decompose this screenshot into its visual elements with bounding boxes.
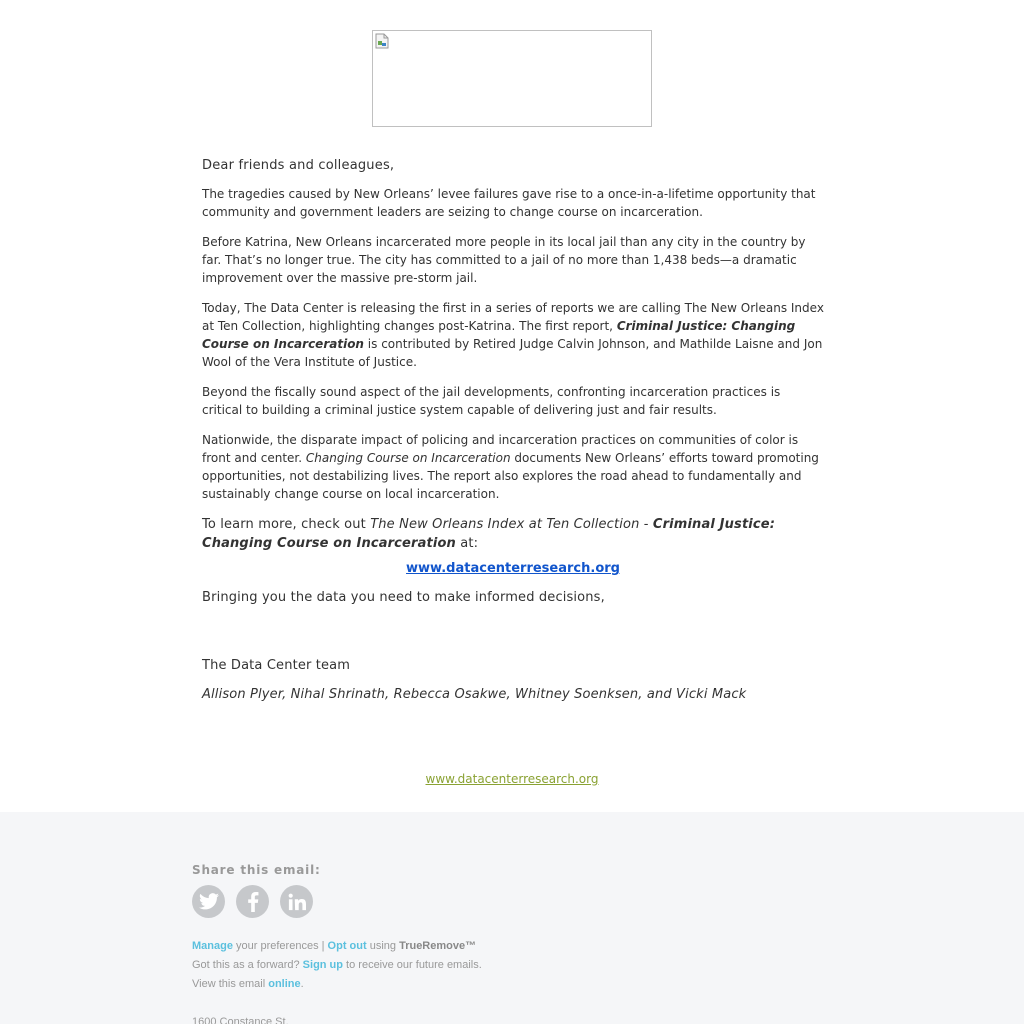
email-body	[202, 156, 824, 704]
mailing-address: 1600 Constance St.	[192, 1016, 289, 1024]
paragraph-learn-more	[202, 515, 824, 553]
sign-up-link[interactable]: Sign up	[302, 959, 343, 971]
facebook-share-button[interactable]	[236, 885, 269, 918]
footer-website-link[interactable]: www.datacenterresearch.org	[425, 772, 599, 786]
learn-more-dash: -	[639, 517, 653, 532]
linkedin-share-button[interactable]	[280, 885, 313, 918]
paragraph-fiscal: Beyond the fiscally sound aspect of the jail developments, confronting incarceration practices is critical to building a criminal justice system capable of delivering just and fair results.	[202, 385, 781, 417]
spacer	[202, 617, 824, 656]
report-text-1: Today, The Data Center is releasing the first in a series of reports we are calling The New Orleans Index at Ten Collection, highlighting changes post-Katrina. The first report,	[202, 301, 824, 333]
report-text-2: is contributed by Retired Judge Calvin Johnson, and Mathilde Laisne and Jon Wool of the Vera Institute of Justice.	[202, 337, 823, 369]
greeting: Dear friends and colleagues,	[202, 158, 395, 173]
paragraph-katrina: Before Katrina, New Orleans incarcerated more people in its local jail than any city in the country by far. That’s no longer true. The city has committed to a jail of no more than 1,438 beds—a dramatic improvement over the massive pre-storm jail.	[202, 235, 806, 285]
paragraph-report-release	[202, 299, 824, 371]
broken-image-icon	[375, 33, 389, 49]
facebook-icon	[247, 892, 259, 912]
header-image-placeholder	[372, 30, 652, 127]
closing-line: Bringing you the data you need to make informed decisions,	[202, 590, 605, 605]
view-online-link[interactable]: online	[268, 978, 301, 990]
period-text: .	[300, 978, 304, 990]
email-footer	[0, 812, 1024, 1024]
website-link-row	[202, 559, 824, 578]
learn-more-report-title: Criminal Justice: Changing Course on Incarceration	[202, 517, 776, 551]
preferences-text: your preferences |	[232, 940, 328, 952]
future-emails-text: to receive our future emails.	[343, 959, 482, 971]
view-online-line	[192, 978, 304, 990]
forward-text: Got this as a forward?	[192, 959, 303, 971]
view-email-text: View this email	[192, 978, 269, 990]
using-text: using	[366, 940, 400, 952]
team-names: Allison Plyer, Nihal Shrinath, Rebecca Osakwe, Whitney Soenksen, and Vicki Mack	[202, 687, 747, 702]
share-label: Share this email:	[192, 863, 321, 877]
trueremove-brand: TrueRemove™	[399, 940, 477, 952]
website-link[interactable]: www.datacenterresearch.org	[406, 561, 620, 576]
learn-more-text-2: at:	[455, 536, 479, 551]
forward-line	[192, 959, 482, 971]
twitter-icon	[199, 893, 219, 910]
paragraph-nationwide	[202, 431, 824, 503]
nationwide-text-2: documents New Orleans’ efforts toward promoting opportunities, not destabilizing lives. The report also explores the road ahead to fundamentally and sustainably change course on local incarceration.	[202, 451, 819, 501]
preferences-line	[192, 940, 476, 952]
twitter-share-button[interactable]	[192, 885, 225, 918]
nationwide-italic-title: Changing Course on Incarceration	[305, 451, 511, 465]
manage-preferences-link[interactable]: Manage	[192, 940, 233, 952]
footer-website-row	[0, 772, 1024, 786]
collection-title: The New Orleans Index at Ten Collection	[370, 517, 640, 532]
linkedin-icon	[288, 893, 306, 911]
signoff: The Data Center team	[202, 658, 351, 673]
report-title: Criminal Justice: Changing Course on Incarceration	[202, 319, 796, 351]
learn-more-text-1: To learn more, check out	[202, 517, 371, 532]
paragraph-levee: The tragedies caused by New Orleans’ levee failures gave rise to a once-in-a-lifetime opportunity that community and government leaders are seizing to change course on incarceration.	[202, 187, 816, 219]
opt-out-link[interactable]: Opt out	[327, 940, 367, 952]
nationwide-text-1: Nationwide, the disparate impact of policing and incarceration practices on communities of color is front and center.	[202, 433, 799, 465]
